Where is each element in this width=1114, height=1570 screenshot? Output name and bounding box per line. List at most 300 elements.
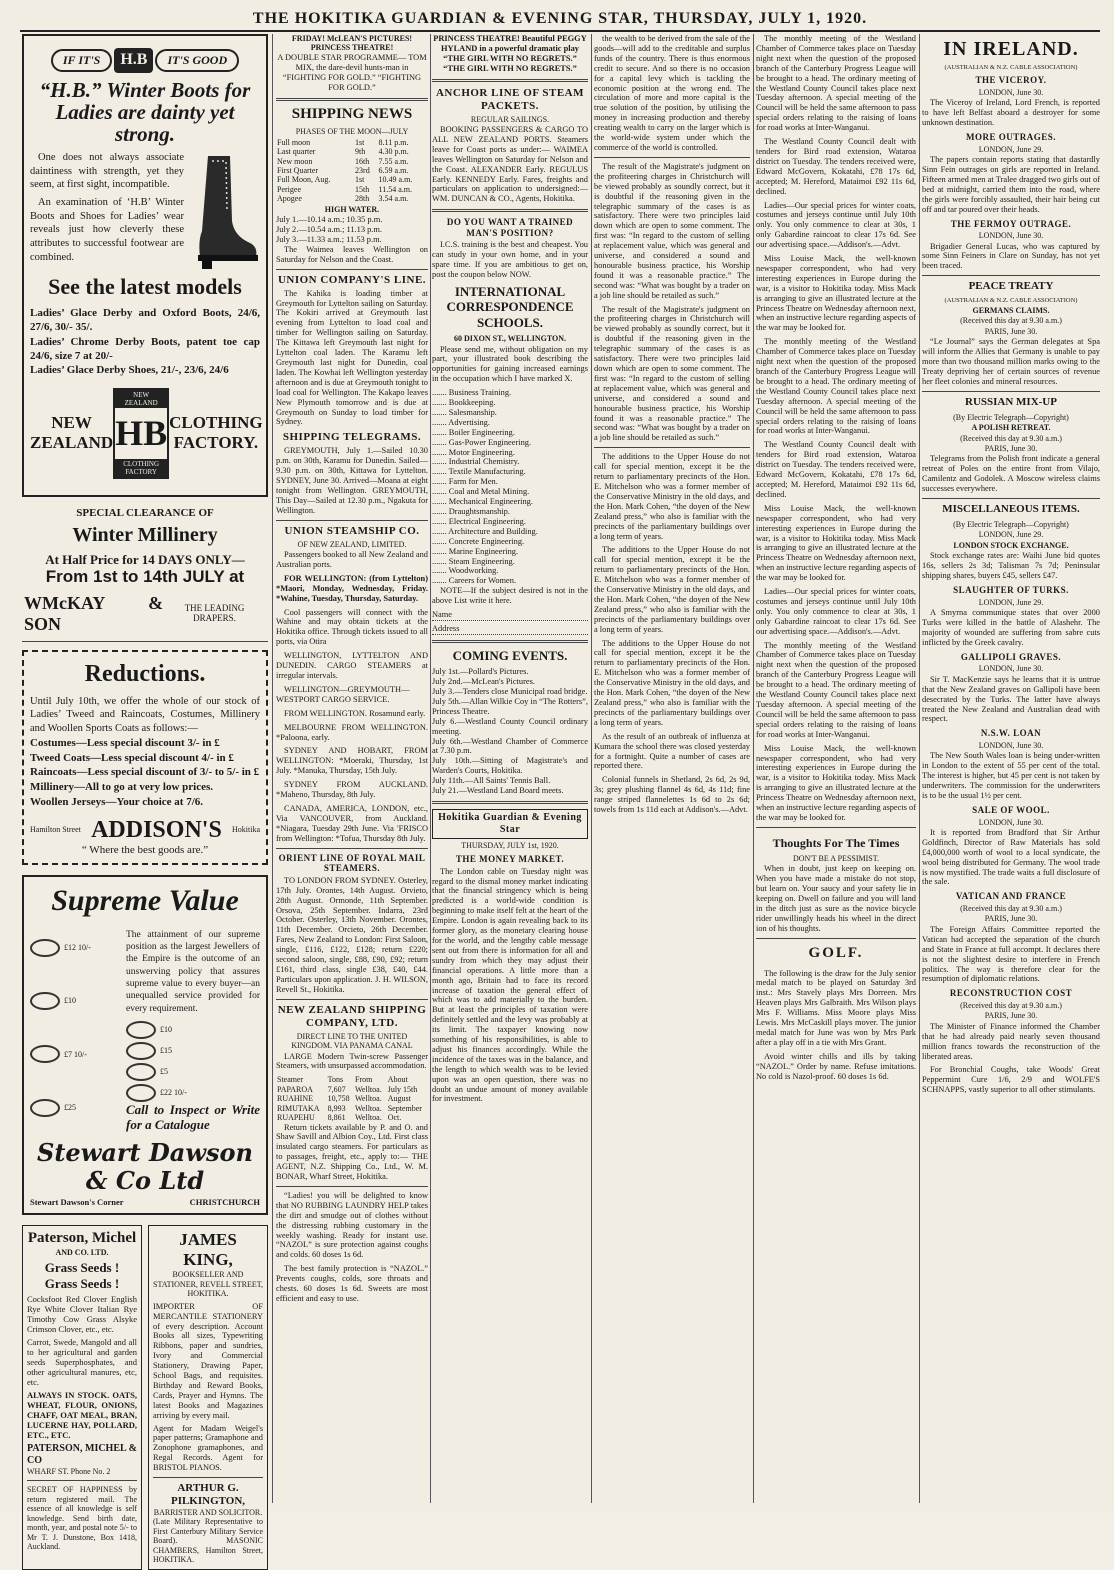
bronchial-ad: For Bronchial Coughs, take Woods' Great Peppermint Cure 1/6, 2/9 and WOLFE'S SCHNAPPS, vastly superior to all other stimulants. [922,1065,1100,1095]
table-row [276,157,428,166]
rings-right [126,1021,260,1102]
peace-head: PEACE TREATY [968,280,1054,293]
table-cell: Steamer [277,1075,304,1085]
misc-head: MISCELLANEOUS ITEMS. [942,503,1080,516]
masthead-title: THE HOKITIKA GUARDIAN & EVENING STAR, THURSDAY, JULY 1, 1920. [252,10,868,27]
nzship-table [276,1075,428,1122]
outrages-head: MORE OUTRAGES. [965,132,1056,143]
ics-course-list [432,388,588,586]
wool-place: LONDON, June 30. [978,817,1044,827]
supreme-title: Supreme Value [51,884,239,918]
misc-by: (By Electric Telegraph—Copyright) [953,520,1069,530]
list-item: ....... Bookkeeping. [432,398,496,408]
nsw-place: LONDON, June 30. [978,740,1044,750]
secret-of-happiness: SECRET OF HAPPINESS by return registered mail. The essence of all knowledge is self knowledge. Send birth date, month, year, and postal note 5/- to Mr T. J. Dunstone, Box 1418, Auckland. [27,1485,137,1551]
ring-price: £15 [160,1046,172,1056]
table-row [276,1094,428,1103]
hb-badge-row [30,48,260,73]
ring-price: £25 [64,1102,76,1112]
golf-text: The following is the draw for the July senior medal match to be played on Saturday 3rd inst.: Mrs Stavely plays Mrs Dorreen. Mrs Heaven plays Mrs Galbraith. Mrs Wilson plays Mrs F. Williams. Miss Moore plays Miss Lewis. Mrs McCaskill plays mover. The junior medal match for June was won by Mrs Park after a play off in a tie with Mrs Grant. [756,968,916,1047]
table-cell: 23rd [355,165,370,175]
paterson-seeds: Grass Seeds ! Grass Seeds ! [44,1260,120,1291]
golf-title: GOLF. [808,944,864,961]
list-item: July 3.—Tenders close Municipal road bridge. [432,687,588,697]
unionss-cool: Cool passengers will connect with the Wahine and may obtain tickets at the Hokitika office. Through tickets issued to all ports, via Otira [276,607,428,647]
list-item: July 6.—Westland County Council ordinary meeting. [432,716,588,736]
gallipoli-head: GALLIPOLI GRAVES. [960,651,1062,662]
upper-house-text: The additions to the Upper House do not call for special mention, except it be the return to parliamentary precincts of the Hon. E. Mitchelson who was a former member of the Conservative Ministry in the old days, and the Hon. Mark Cohen, “the doyen of the New Zealand press,” who also is familiar with the precincts of the parliamentary buildings over a long term of years. [594,452,750,541]
list-item: ....... Careers for Women. [432,576,517,586]
column-rule [919,34,920,1503]
ring-icon [30,939,60,957]
turks-head: SLAUGHTER OF TURKS. [953,585,1069,596]
turks-place: LONDON, June 29. [978,597,1044,607]
list-item: ....... Gas-Power Engineering. [432,437,532,447]
model-item: Ladies’ Glace Derby and Oxford Boots, 24/6, 27/6, 30/- 35/. [30,307,260,334]
ring-price: £22 10/- [160,1088,187,1098]
paterson-addr: WHARF ST. Phone No. 2 [27,1466,111,1476]
james-agent: Agent for Madam Weigel's paper patterns; Gramaphone and Zonophone gramaphones, and Regal Records. Agent for BRISTOL PIANOS. [153,1423,263,1473]
gallipoli-text: Sir T. MacKenzie says he learns that it is untrue that the New Zealand graves on Gallipoli have been desecrated by the Turks. The latter have always treated the New Zealand and Australian dead with respect. [922,674,1100,724]
pilkington-name: ARTHUR G. PILKINGTON, [170,1482,246,1508]
misc-place: LONDON, June 29. [978,530,1044,540]
reduction-item: Tweed Coats—Less special discount 4/- in £ [30,751,234,764]
stewart-dawson-footer [30,1197,260,1207]
nz-logo-bottom: CLOTHING FACTORY [115,459,167,478]
peace-place: PARIS, June 30. [984,326,1038,336]
table-cell: 7,607 [327,1084,346,1094]
list-item: ....... Marine Engineering. [432,546,519,556]
column-editorial [594,34,750,1503]
nz-right-words: CLOTHING FACTORY. [169,412,263,453]
list-item: July 5th.—Allan Wilkie Coy in “The Rotters”, Princess Theatre. [432,696,588,716]
reductions-ad [22,650,268,865]
addison-firm [30,816,260,844]
russian-text: Telegrams from the Polish front indicate a general retreat of Poles on the entire front from Vilajo, Camilentz and Godolek. A Moscow wireless claims successes everywhere. [922,454,1100,494]
hw-row: July 3.—11.33 a.m.; 11.53 p.m. [276,234,382,244]
editorial-text-1: the wealth to be derived from the sale of the goods—will add to the creditable and surplus funds of the country. There is thus enormous credit to secure. And so there is no occasion for a capital levy which is tackling the economic position at the wrong end. The circulation of more and more capital is the true solution of the position, by utilising the money in increasing production and thereby creating wealth to carry on the larger which is the world-wide system under which the commerce of the world is controlled. [594,34,750,152]
wool-text: It is reported from Bradford that Sir Arthur Goldfinch, Director of Raw Materials has sold £4,000,000 worth of wool to a local syndicate, the wool being distributed for Germany. The wool trade is now mystified. The trade waits a full disclosure of the sale. [922,827,1100,887]
table-row [276,175,428,184]
vatican-place: PARIS, June 30. [984,914,1038,924]
peace-received: (Received this day at 9.30 a.m.) [960,316,1062,326]
thoughts-title: Thoughts For The Times [772,835,900,850]
winter-t2: Winter Millinery [72,524,218,547]
list-item: ....... Business Training. [432,388,512,398]
stewart-dawson-logo: Stewart Dawson & Co Ltd [37,1137,253,1195]
events-title: COMING EVENTS. [452,647,568,663]
table-cell: 9th [355,147,366,157]
supreme-value-ad [22,875,268,1215]
misc-stock: LONDON STOCK EXCHANGE. [953,540,1069,550]
viceroy-head: THE VICEROY. [975,75,1047,86]
list-item: July 10th.—Sitting of Magistrate's and Warden's Courts, Hokitika. [432,756,588,776]
outrages-place: LONDON, June 29. [978,144,1044,154]
table-cell: About [387,1075,408,1085]
reduction-item: Raincoats—Less special discount of 3/- to 5/- in £ [30,766,260,779]
anchor-text: BOOKING PASSENGERS & CARGO TO ALL NEW ZEALAND PORTS. Steamers leave for Coast ports as under:— WAIMEA leaves Wellington on Saturday for Nelson and the Coast. ALEXANDER Early. REGULUS Early. KENNEDY Early. Fares, freights and particulars on application to undersigned:— WM. DUNCAN & CO., Agents, Hokitika. [432,125,588,204]
column-cables [922,34,1100,1503]
hb-headline: “H.B.” Winter Boots for Ladies are dainty yet strong. [39,77,251,146]
list-item: ....... Concrete Engineering. [432,536,525,546]
orient-text: TO LONDON FROM SYDNEY. Osterley, 17th July. Orontes, 14th August. Orvieto, 28th August. Ormonde, 11th September. Orsova, 25th September. Indarra, 23rd October. Osterley, 13th November. Orontes, 11th December. Orcieto, 26th December. Fares, New Zealand to London: First Saloon, single, £116, £122, £128; return £220; second saloon, single, £88, £90, £92; return £161, third class, single £38, £40, £44. Particulars upon application. J. H. WILSON, Revell St., Hokitika. [276,875,428,994]
table-cell: August [387,1094,411,1104]
table-cell: 15th [355,184,370,194]
table-cell: Apogee [277,194,302,204]
table-row [276,147,428,156]
table-cell: September [387,1103,422,1113]
turks-text: A Smyrna communique states that over 2000 Turks were killed in the battle of Alashehr. The majority of wounded are suffering from sabre cuts inflicted by the Greek cavalry. [922,608,1100,647]
influenza-text: As the result of an outbreak of influenza at Kumara the school there was closed yesterday for a fortnight. Quite a number of cases are reported there. [594,731,750,771]
ics-note: NOTE—If the subject desired is not in the above List write it here. [432,586,588,606]
local-louise-b: Miss Louise Mack, the well-known newspaper correspondent, who had very interesting experiences in Europe during the war, is a visitor to Hokitika today. Miss Mack is arranging to give an illustrated lecture at the Princess Theatre on Wednesday afternoon next, when an instructive lecture regarding aspects of the war may be looked for. [756,503,916,583]
nz-logo-mid: HB [115,413,168,454]
unionss-for-wellington: FOR WELLINGTON: (from Lyttelton) *Maori, Monday, Wednesday, Friday. *Wahine, Tuesday, Thursday, Saturday. [276,573,428,603]
list-item: ....... Farm for Men. [432,477,498,487]
russian-by: (By Electric Telegraph—Copyright) [953,412,1069,422]
unionss-fw: FROM WELLINGTON. Rosamund early. [284,708,426,718]
avoid-ad: Avoid winter chills and ills by taking “NAZOL.” Order by name. Refuse imitations. No cold is Nazol-proof. 60 doses 1s 6d. [756,1051,916,1081]
table-cell: RUAPEHU [277,1113,315,1123]
table-cell: 6.59 a.m. [378,165,409,175]
list-item: ....... Industrial Chemistry. [432,457,520,467]
table-cell: 10.49 a.m. [378,175,413,185]
unionss-text: Passengers booked to all New Zealand and Australian ports. [276,550,428,569]
list-item: ....... Woodworking. [432,566,499,576]
ring-price: £7 10/- [64,1049,87,1059]
ring-item [30,1082,120,1132]
local-louise: Miss Louise Mack, the well-known newspaper correspondent, who had very interesting experiences in Europe during the war, is a visitor to Hokitika today. Miss Mack is arranging to give an illustrated lecture at the Princess Theatre on Wednesday afternoon next, when an instructive lecture regarding aspects of the war may be looked for. [756,254,916,333]
table-cell: Welltoa. [355,1084,382,1094]
column-events [432,34,588,1503]
table-cell: Full Moon, Aug. [277,175,331,185]
models-list [30,306,260,377]
model-item: Ladies’ Chrome Derby Boots, patent toe cap 24/6, size 7 at 20/- [30,335,260,362]
ring-item [30,1029,120,1079]
hb-right-badge: IT'S GOOD [155,49,239,71]
table-row [276,1104,428,1113]
list-item: July 21.—Westland Land Board meets. [432,786,564,796]
table-cell: Last quarter [277,147,316,157]
anchor-title: ANCHOR LINE OF STEAM PACKETS. [435,86,585,112]
mckay-name: WMcKAY & SON [24,592,164,635]
mckay-firm [24,593,266,635]
local-ladies-b: Ladies—Our special prices for winter coats, costumes and jerseys continue until July 10th only. You only commence to clear at 30s, 1 only Gabardine raincoat to clear 17s 6d. See our advertising space.—Addison's.—Advt. [756,587,916,636]
column-rule [753,34,754,1503]
nz-hb-logo [113,388,169,479]
table-cell: Oct. [387,1113,402,1123]
ics-text: Please send me, without obligation on my part, your illustrated book describing the opportunities for gaining increased earnings in the occupation which I have marked X. [432,344,588,384]
paterson-stock: ALWAYS IN STOCK. OATS, WHEAT, FLOUR, ONIONS, CHAFF, OAT MEAL, BRAN, LUCERNE HAY, POLLARD, ETC., ETC. [27,1390,137,1441]
list-item: ....... Coal and Metal Mining. [432,487,530,497]
magistrate-text: The result of the Magistrate's judgment on the profiteering charges in Christchurch will be viewed probably as soundly correct, but it is doubtful if the reasoning given in the telegraphic summary of the cases is as satisfactory. There were two principles laid down which are open to some comment. The first was: “In regard to the custom of selling at replacement value, which was general and universe, and considered a sound and honourable business practice, his Worship found it was a reasonable practice.” The second was: “What was bought by a trader on a job line should be retailed as such.” [594,161,750,300]
union-title: UNION COMPANY'S LINE. [277,273,427,286]
table-row [276,1113,428,1122]
recon-head: RECONSTRUCTION COST [949,988,1073,999]
james-king-ad [148,1225,268,1569]
russian-head: RUSSIAN MIX-UP [965,395,1057,408]
table-cell: Welltoa. [355,1094,382,1104]
gallipoli-place: LONDON, June 30. [978,664,1044,674]
local-text-1: The monthly meeting of the Westland Chamber of Commerce takes place on Tuesday night next when the question of the proposed branch of the Canterbury Progress League will be brought to a head. The ordinary meeting of the Westland County Council takes place next Tuesday afternoon. A special meeting of the Council will be held the same afternoon to pass special orders relating to the raising of loans for road works at Inter-Wanganui. [756,34,916,133]
reductions-intro: Until July 10th, we offer the whole of our stock of Ladies’ Tweed and Raincoats, Costumes, Millinery and Woollen Sports Coats as follows:— [30,695,260,735]
ics-title: INTERNATIONAL CORRESPONDENCE SCHOOLS. [446,284,574,330]
fermoy-text: Brigadier General Lucas, who was captured by some Sinn Feiners in Clare on Sunday, has not yet been traced. [922,241,1100,271]
fermoy-head: THE FERMOY OUTRAGE. [950,218,1072,229]
list-item: July 11th.—All Saints' Tennis Ball. [432,776,551,786]
table-cell: July 15th [387,1084,418,1094]
ring-item [126,1084,260,1102]
ring-icon [126,1084,156,1102]
ics-addr: 60 DIXON ST., WELLINGTON. [453,334,567,344]
local-text-2: The Westland County Council dealt with tenders for Bird road extension, Wataroa district on Tuesday. The tenders received were, Edward McGovern, Kokatahi, £78 17s 6d, accepted; M. Hereford, Mataimoi £92 11s 6d, declined. [756,137,916,196]
table-cell: Full moon [277,137,311,147]
telegrams-text: GREYMOUTH, July 1.—Sailed 10.30 p.m. on 30th, Karamu for Dunedin. Sailed—9.30 p.m. on 30th, Kittawa for Lyttelton. SYDNEY, June 30. Arrived—Moana at eight tonight from Wellington. GREYMOUTH, This Day—Sailed at 12.30 p.m., Ngakuta for Wellington. [276,446,428,515]
anchor-sub: REGULAR SAILINGS. [470,114,550,124]
nzship-sub: DIRECT LINE TO THE UNITED KINGDOM. VIA PANAMA CANAL [291,1031,413,1051]
addison-pre: Hamilton Street [30,825,81,835]
nz-logo-top: NEW ZEALAND [115,390,167,409]
list-item: ....... Draughtsmanship. [432,507,510,517]
money-text: The London cable on Tuesday night was regard to the dismal money market indicating that the financial stringency which is being predicted is a world-wide condition is beginning to make itself felt at the heart of the Empire. London is again revealing back to its former glory, as the monetary clearing house for the world, and the lengthy cable message sent out from there is information for all and sundry from which they may adjust their financial operations. A little more than a month ago, Britain had to face its record increase of taxation the general effect of which was to add materially to the burden. But at least the principles of taxation were definitely settled and the levy was probably at its limit. The taxpayer knowing now something of his responsibilities, is able to adjust his finances accordingly. While the incidence of the taxes was in the balance, and the length to which wealth was to be levied upon was an open question, there was no doubt an undue amount of money available for investment. [432,866,588,1104]
local-text-2b: The Westland County Council dealt with tenders for Bird road extension, Wataroa district on Tuesday. The tenders received were, Edward McGovern, Kokatahi, £78 17s 6d, accepted; M. Hereford, Mataimoi £92 11s 6d, declined. [756,440,916,499]
nzship-foot: Return tickets available by P. and O. and Shaw Savill and Albion Coy., Ltd. First class insulated cargo steamers. For particulars as to passages, freight, etc., apply to:— THE AGENT, N.Z. Shipping Co., Ltd., W. M. BONAR, Wharf Street, Hokitika. [276,1122,428,1182]
unionss-syd: SYDNEY AND HOBART, FROM WELLINGTON: *Moeraki, Thursday, 1st July. *Manuka, Thursday, 15th July. [276,746,428,776]
list-item: July 2nd.—McLean's Pictures. [432,677,535,687]
column-rule [591,34,592,1503]
unionss-canada: CANADA, AMERICA, LONDON, etc., Via VANCOUVER, from Auckland. *Niagara, Tuesday 29th June. Via 'FRISCO from Wellington: *Tofua, Thursday 8th July. [276,803,428,843]
local-text-1c: The monthly meeting of the Westland Chamber of Commerce takes place on Tuesday night next when the question of the proposed branch of the Canterbury Progress League will be brought to a head. The ordinary meeting of the Westland County Council takes place next Tuesday afternoon. A special meeting of the Council will be held the same afternoon to pass special orders relating to the raising of loans for road works at Inter-Wanganui. [756,640,916,739]
winter-t1: SPECIAL CLEARANCE OF [76,507,214,520]
ring-icon [30,992,60,1010]
paterson-list: Cocksfoot Red Clover English Rye White Clover Italian Rye Timothy Cow Grass Alsyke Crimson Clover, etc., etc. [27,1294,137,1335]
list-item: ....... Motor Engineering. [432,447,515,457]
ring-icon [126,1063,156,1081]
russian-sub: A POLISH RETREAT. [971,423,1051,433]
ics-address-field[interactable]: Address [432,624,588,635]
table-cell: Welltoa. [355,1113,382,1123]
bottom-ads [22,1225,268,1569]
wool-head: SALE OF WOOL. [972,804,1050,815]
trained-text: I.C.S. training is the best and cheapest. You can study in your own home, and in your spare time. If you are ambitious to get on, post the coupon below NOW. [432,240,588,280]
table-row [276,166,428,175]
table-cell: RIMUTAKA [277,1103,320,1113]
latest-models-heading: See the latest models [48,274,242,300]
moon-phases-title: PHASES OF THE MOON—JULY [295,127,409,137]
boot-illustration-icon [190,151,260,271]
hb-logo: H.B [114,48,153,73]
ireland-assoc: (AUSTRALIAN & N.Z. CABLE ASSOCIATION) [944,63,1078,71]
recon-received: (Received this day at 9.30 a.m.) [960,1000,1062,1010]
local-louise-c: Miss Louise Mack, the well-known newspaper correspondent, who had very interesting experiences in Europe during the war, is a visitor to Hokitika today. Miss Mack is arranging to give an illustrated lecture at the Princess Theatre on Wednesday afternoon next, when an instructive lecture regarding aspects of the war may be looked for. [756,743,916,822]
trained-title: DO YOU WANT A TRAINED MAN'S POSITION? [446,217,574,238]
list-item: ....... Salesmanship. [432,407,497,417]
sd-foot-right: CHRISTCHURCH [189,1197,260,1208]
table-row [276,185,428,194]
winter-t3: At Half Price for 14 DAYS ONLY— [45,551,245,567]
unionss-wgs: WELLINGTON—GREYMOUTH—WESTPORT CARGO SERVICE. [276,684,410,704]
reduction-item: Costumes—Less special discount 3/- in £ [30,736,220,749]
unionss-melb: MELBOURNE FROM WELLINGTON. *Paloona, early. [276,722,428,742]
upper-house-text-cont2: The additions to the Upper House do not call for special mention, except it be the return to parliamentary precincts of the Hon. E. Mitchelson who was a former member of the Conservative Ministry in the old days, and the Hon. Mark Cohen, “the doyen of the New Zealand press,” who also is familiar with the precincts of the parliamentary buildings over a long term of years. [594,638,750,727]
list-item: ....... Architecture and Building. [432,526,538,536]
union-text: The Kahika is loading timber at Greymouth for Lyttelton sailing on Saturday. The Kokiri arrived at Greymouth last evening from Lyttelton to load coal and timber for Wellington sailing on Saturday. The Kittawa left Greymouth last night for Lyttelton coal laden. The Karamu left Greymouth last night for Dunedin, coal laden. The Kowhai left Wellington yesterday afternoon and is due at Greymouth tonight to load coal for Wellington. The Kakapo leaves New Plymouth tomorrow and is due at Greymouth on Sunday to load timber for Sydney. [276,288,428,427]
table-cell: 1st [355,137,365,147]
ring-icon [30,1045,60,1063]
vatican-text: The Foreign Affairs Committee reported the Vatican had accepted the separation of the church and State in France at full accompt. It declares there is not the slightest desire to interfere in French politics. The way is therefore clear for the resumption of diplomatic relations. [922,924,1100,984]
mckay-sub: THE LEADING DRAPERS. [184,603,245,624]
viceroy-place: LONDON, June 30. [978,87,1044,97]
list-item: ....... Advertising. [432,417,490,427]
table-cell: Welltoa. [355,1103,382,1113]
table-cell: 8,993 [327,1103,346,1113]
hb-left-badge: IF IT'S [51,49,112,71]
winter-millinery-ad [22,501,268,642]
ireland-title: IN IRELAND. [943,38,1079,60]
ring-item [126,1021,260,1039]
unionss-title: UNION STEAMSHIP CO. [284,524,420,537]
ring-price: £10 [64,996,76,1006]
misc-text: Stock exchange rates are: Waihi June bid quotes 16s, sellers 2s 3d; Talisman 7s 7d; Peninsular shipping shares, buyers £45, sellers £47. [922,551,1100,581]
fermoy-place: LONDON, June 30. [978,231,1044,241]
column-rule [430,34,431,1503]
list-item: ....... Electrical Engineering. [432,516,526,526]
table-cell: 8,861 [327,1113,346,1123]
table-cell: New moon [277,156,313,166]
table-row [276,1075,428,1084]
rings-left [30,923,120,1133]
list-item: ....... Textile Manufacturing. [432,467,526,477]
list-item: ....... Mechanical Engineering. [432,497,533,507]
peace-sub: GERMANS CLAIMS. [972,305,1050,315]
orient-title: ORIENT LINE OF ROYAL MAIL STEAMERS. [278,852,426,874]
ring-icon [126,1042,156,1060]
ring-price: £10 [160,1025,172,1035]
table-cell: 4.30 p.m. [378,147,409,157]
nsw-head: N.S.W. LOAN [980,728,1042,739]
ring-icon [126,1021,156,1039]
money-title: THE MONEY MARKET. [455,854,565,865]
list-item: July 1st.—Pollard's Pictures. [432,667,529,677]
nz-left-words: NEW ZEALAND [30,412,114,453]
james-name: JAMES KING, [179,1230,237,1270]
ring-item [30,976,120,1026]
nsw-text: The New South Wales loan is being under-written in London to the extent of 55 per cent of the total. The interest is higher, but 45 per cent is not taken by underwriters. The commission for the underwriters is to be the usual 1½ per cent. [922,751,1100,800]
masthead [20,8,1100,32]
ics-name-field[interactable]: Name [432,610,588,621]
table-cell: 10,758 [327,1094,350,1104]
table-cell: PAPAROA [277,1084,313,1094]
addison-tagline: “ Where the best goods are.” [81,844,209,857]
peace-assoc: (AUSTRALIAN & N.Z. CABLE ASSOCIATION) [944,297,1078,305]
pilkington-text: (Late Military Representative to First Canterbury Military Service Board). MASONIC CHAMBERS, Hamilton Street, HOKITIKA. [153,1517,263,1565]
telegrams-title: SHIPPING TELEGRAMS. [282,431,422,444]
table-cell: 16th [355,156,370,166]
ring-item [30,923,120,973]
james-sub: BOOKSELLER AND STATIONER, REVELL STREET, HOKITIKA. [153,1270,264,1299]
recon-text: The Minister of Finance informed the Chamber that he had already paid nearly seven thousand million francs towards the reconstruction of the liberated areas. [922,1021,1100,1061]
high-water-title: HIGH WATER. [324,204,380,214]
table-cell: From [355,1075,373,1085]
hw-row: July 2.—10.54 a.m.; 11.13 p.m. [276,225,383,235]
sd-foot-left: Stewart Dawson's Corner [30,1197,124,1208]
nzship-text: LARGE Modern Twin-screw Passenger Steamers, with unsurpassed accommodation. [276,1051,428,1071]
table-cell: 3.54 a.m. [378,194,409,204]
reduction-item: Woollen Jerseys—Your choice at 7/6. [30,796,204,809]
thoughts-text: When in doubt, just keep on keeping on. When you have made a mistake do not stop, but learn on. Your saucy and your safety lie in keeping on. Dwell on failure and you will land in the ditch just as sure as the novice bicycle rider unwillingly heads his wheel in the direct ion of his thoughts. [756,864,916,933]
supreme-text: The attainment of our supreme position as the largest Jewellers of the Empire is the outcome of an unswerving policy that assures supreme value to every buyer—an unequalled service provided for every requirement. [126,929,260,1014]
hb-para-2: An examination of ‘H.B’ Winter Boots and Shoes for Ladies’ wear reveals just how cleverly these attributes to successful footwear are combined. [30,196,184,263]
model-item: Ladies’ Glace Derby Shoes, 21/-, 23/6, 24/6 [30,364,229,377]
ladies-laundry: “Ladies! you will be delighted to know that NO RUBBING LAUNDRY HELP takes the dirt and smudge out of clothes without the distressing rubbing customary in the weekly washing. Ready for instant use. “NAZOL” is sure protection against coughs and colds. 60 doses 1s 6d. [276,1190,428,1260]
list-item: July 6th.—Westland Chamber of Commerce at 7.30 p.m. [432,736,588,756]
paterson-michel-ad [22,1225,142,1569]
unionss-syd2: SYDNEY FROM AUCKLAND. *Maheno, Thursday, 8th July. [276,780,428,800]
column-shipping [276,34,428,1503]
mclean-head: FRIDAY! McLEAN'S PICTURES! PRINCESS THEATRE! [291,34,413,53]
table-cell: 28th [355,194,370,204]
nzship-title: NEW ZEALAND SHIPPING COMPANY, LTD. [277,1003,427,1029]
nazol-ad: The best family protection is “NAZOL.” Prevents coughs, colds, sore throats and chests. 60 doses 1s 6d. Sweets are most efficient and easy to use. [276,1264,428,1303]
table-cell: Perigee [277,184,301,194]
reductions-title: Reductions. [84,661,206,688]
magistrate-text-cont: The result of the Magistrate's judgment on the profiteering charges in Christchurch will be viewed probably as soundly correct, but it is doubtful if the reasoning given in the telegraphic summary of the cases is as satisfactory. There were two principles laid down which are open to some comment. The first was: “In regard to the custom of selling at replacement value, which was general and universe, and considered a sound and honourable business practice, his Worship found it was a reasonable practice.” The second was: “What was bought by a trader on a job line should be retailed as such.” [594,304,750,443]
ring-price: £5 [160,1067,168,1077]
table-cell: 8.11 p.m. [378,137,409,147]
upper-house-text-cont: The additions to the Upper House do not call for special mention, except it be the return to parliamentary precincts of the Hon. E. Mitchelson who was a former member of the Conservative Ministry in the old days, and the Hon. Mark Cohen, “the doyen of the New Zealand press,” who also is familiar with the precincts of the parliamentary buildings over a long term of years. [594,545,750,634]
ring-icon [30,1099,60,1117]
supreme-body [126,923,260,1133]
vatican-received: (Received this day at 9.30 a.m.) [960,904,1062,913]
vatican-head: VATICAN AND FRANCE [955,891,1067,902]
local-ladies: Ladies—Our special prices for winter coats, costumes and jerseys continue until July 10th only. You only commence to clear at 30s, 1 only Gabardine raincoat to clear 17s 6d. See our advertising space.—Addison's.—Advt. [756,200,916,250]
winter-t4: From 1st to 14th JULY at [45,566,245,586]
nz-clothing-factory [30,388,263,479]
addison-post: Hokitika [232,825,260,835]
table-row [276,138,428,147]
paterson-sub: AND CO. LTD. [55,1247,109,1257]
viceroy-text: The Viceroy of Ireland, Lord French, is reported to have left Belfast aboard a destroyer for some unknown destination. [922,98,1100,128]
table-row [276,1085,428,1094]
table-cell: 7.55 a.m. [378,156,409,166]
table-row [276,194,428,203]
colonial-text: Colonial funnels in Shetland, 2s 6d, 2s 9d, 3s; grey plushing flannel 4s 6d, 4s 11d; fine range striped flannelettes 1s 6d to 2s 6d; towels from 1s 11d each at Addison's.—Advt. [594,775,750,815]
table-cell: Tons [327,1075,344,1085]
list-item: ....... Steam Engineering. [432,556,515,566]
paterson-firm: PATERSON, MICHEL & CO [27,1443,137,1467]
table-cell: RUAHINE [277,1094,313,1104]
paterson-also: Carrot, Swede, Mangold and all to her agricultural and garden seeds Superphosphates, and other agricultural manures, etc, etc. [27,1337,137,1388]
table-cell: First Quarter [277,165,319,175]
supreme-call: Call to Inspect or Write for a Catalogue [126,1101,260,1133]
paper-title: Hokitika Guardian & Evening Star [432,809,588,839]
ring-price: £12 10/- [64,942,91,952]
thoughts-sub: DON'T BE A PESSIMIST. [792,854,880,864]
peace-text: “Le Journal” says the German delegates at Spa will inform the Allies that Germany is unable to pay more than two thousand million marks owing to the Treaty depriving her of certain sources of revenue her fleet colonies and mineral resources. [922,337,1100,386]
unionss-wlt: WELLINGTON, LYTTELTON AND DUNEDIN. CARGO STEAMERS at irregular intervals. [276,651,428,680]
local-text-1b: The monthly meeting of the Westland Chamber of Commerce takes place on Tuesday night next when the question of the proposed branch of the Canterbury Progress League will be brought to a head. The ordinary meeting of the Westland County Council takes place next Tuesday afternoon. A special meeting of the Council will be held the same afternoon to pass special orders relating to the raising of loans for road works at Inter-Wanganui. [756,337,916,436]
unionss-sub: OF NEW ZEALAND, LIMITED. [297,539,407,549]
ring-item [126,1042,260,1060]
paper-date: THURSDAY, JULY 1st, 1920. [461,840,559,850]
moon-table [276,138,428,204]
russian-received: (Received this day at 9.30 a.m.) [960,433,1062,443]
ring-item [126,1063,260,1081]
russian-place: PARIS, June 30. [984,444,1038,454]
column-rule [272,34,273,1503]
column-local-news [756,34,916,1503]
james-text: IMPORTER OF MERCANTILE STATIONERY of every description. Account Books all sizes, Typewriting Ribbons, paper and sundries, Ivory and Commercial Stationery, Drawing Paper, School Bags, and requisites. Birthday and Reward Books, Cards, Prayer and Hymns. The latest Books and Magazines arriving by every mail. [153,1301,263,1420]
